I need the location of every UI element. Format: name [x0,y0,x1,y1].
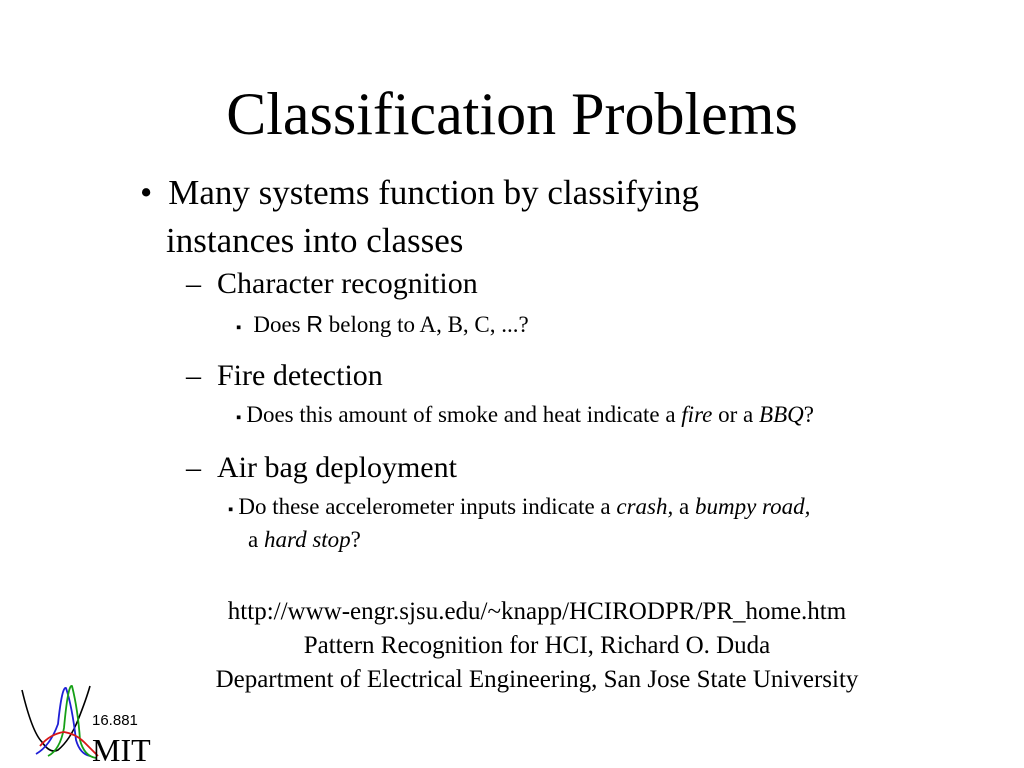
bullet-text: Many systems function by classifying [168,173,700,212]
detail-emphasis-fire: fire [681,402,713,427]
sub-bullet-label: Character recognition [217,267,478,300]
course-number: 16.881 [92,712,138,729]
detail-glyph: R [306,311,323,337]
detail-emphasis-bbq: BBQ [759,402,804,427]
sub-bullet-label: Fire detection [217,359,383,392]
detail-fire-detection [236,400,814,433]
sub-bullet-label: Air bag deployment [217,451,457,484]
detail-text: Do these accelerometer inputs indicate a [238,494,611,519]
detail-emphasis-hard-stop: hard stop [263,527,351,552]
sub-bullet-fire-detection [186,358,383,394]
square-bullet: ▪ [228,502,234,518]
sub-bullet-character-recognition [186,266,478,302]
detail-text-pre: Does [253,312,301,337]
detail-text: or a [718,402,754,427]
bullet-line-2: instances into classes [166,221,464,260]
sub-bullet-air-bag-deployment [186,450,457,486]
detail-text: a [679,494,690,519]
detail-emphasis-bumpy-road: bumpy road, [694,494,811,519]
dash-marker: – [186,359,201,392]
logo-curve-red [40,732,98,756]
detail-question-mark: ? [350,527,361,552]
mit-wordmark: MIT [92,732,151,768]
slide-title: Classification Problems [226,81,798,147]
square-bullet: ▪ [236,410,242,426]
detail-air-bag-line-1 [228,492,810,525]
citation-department: Department of Electrical Engineering, San Jose State University [215,666,859,693]
detail-character-recognition [236,309,529,343]
detail-text: Does this amount of smoke and heat indicate a [246,402,676,427]
detail-text-post: belong to A, B, C, ...? [328,312,529,337]
detail-emphasis-crash: crash, [616,494,674,519]
detail-text: a [248,527,259,552]
dash-marker: – [186,451,201,484]
bullet-line-1 [140,171,699,215]
detail-question-mark: ? [803,402,814,427]
bullet-marker: • [140,173,153,212]
dash-marker: – [186,267,201,300]
square-bullet: ▪ [236,320,242,336]
detail-air-bag-line-2 [248,525,361,555]
citation-url: http://www-engr.sjsu.edu/~knapp/HCIRODPR/PR_home.htm [227,598,847,625]
citation-title: Pattern Recognition for HCI, Richard O. Duda [303,632,771,659]
